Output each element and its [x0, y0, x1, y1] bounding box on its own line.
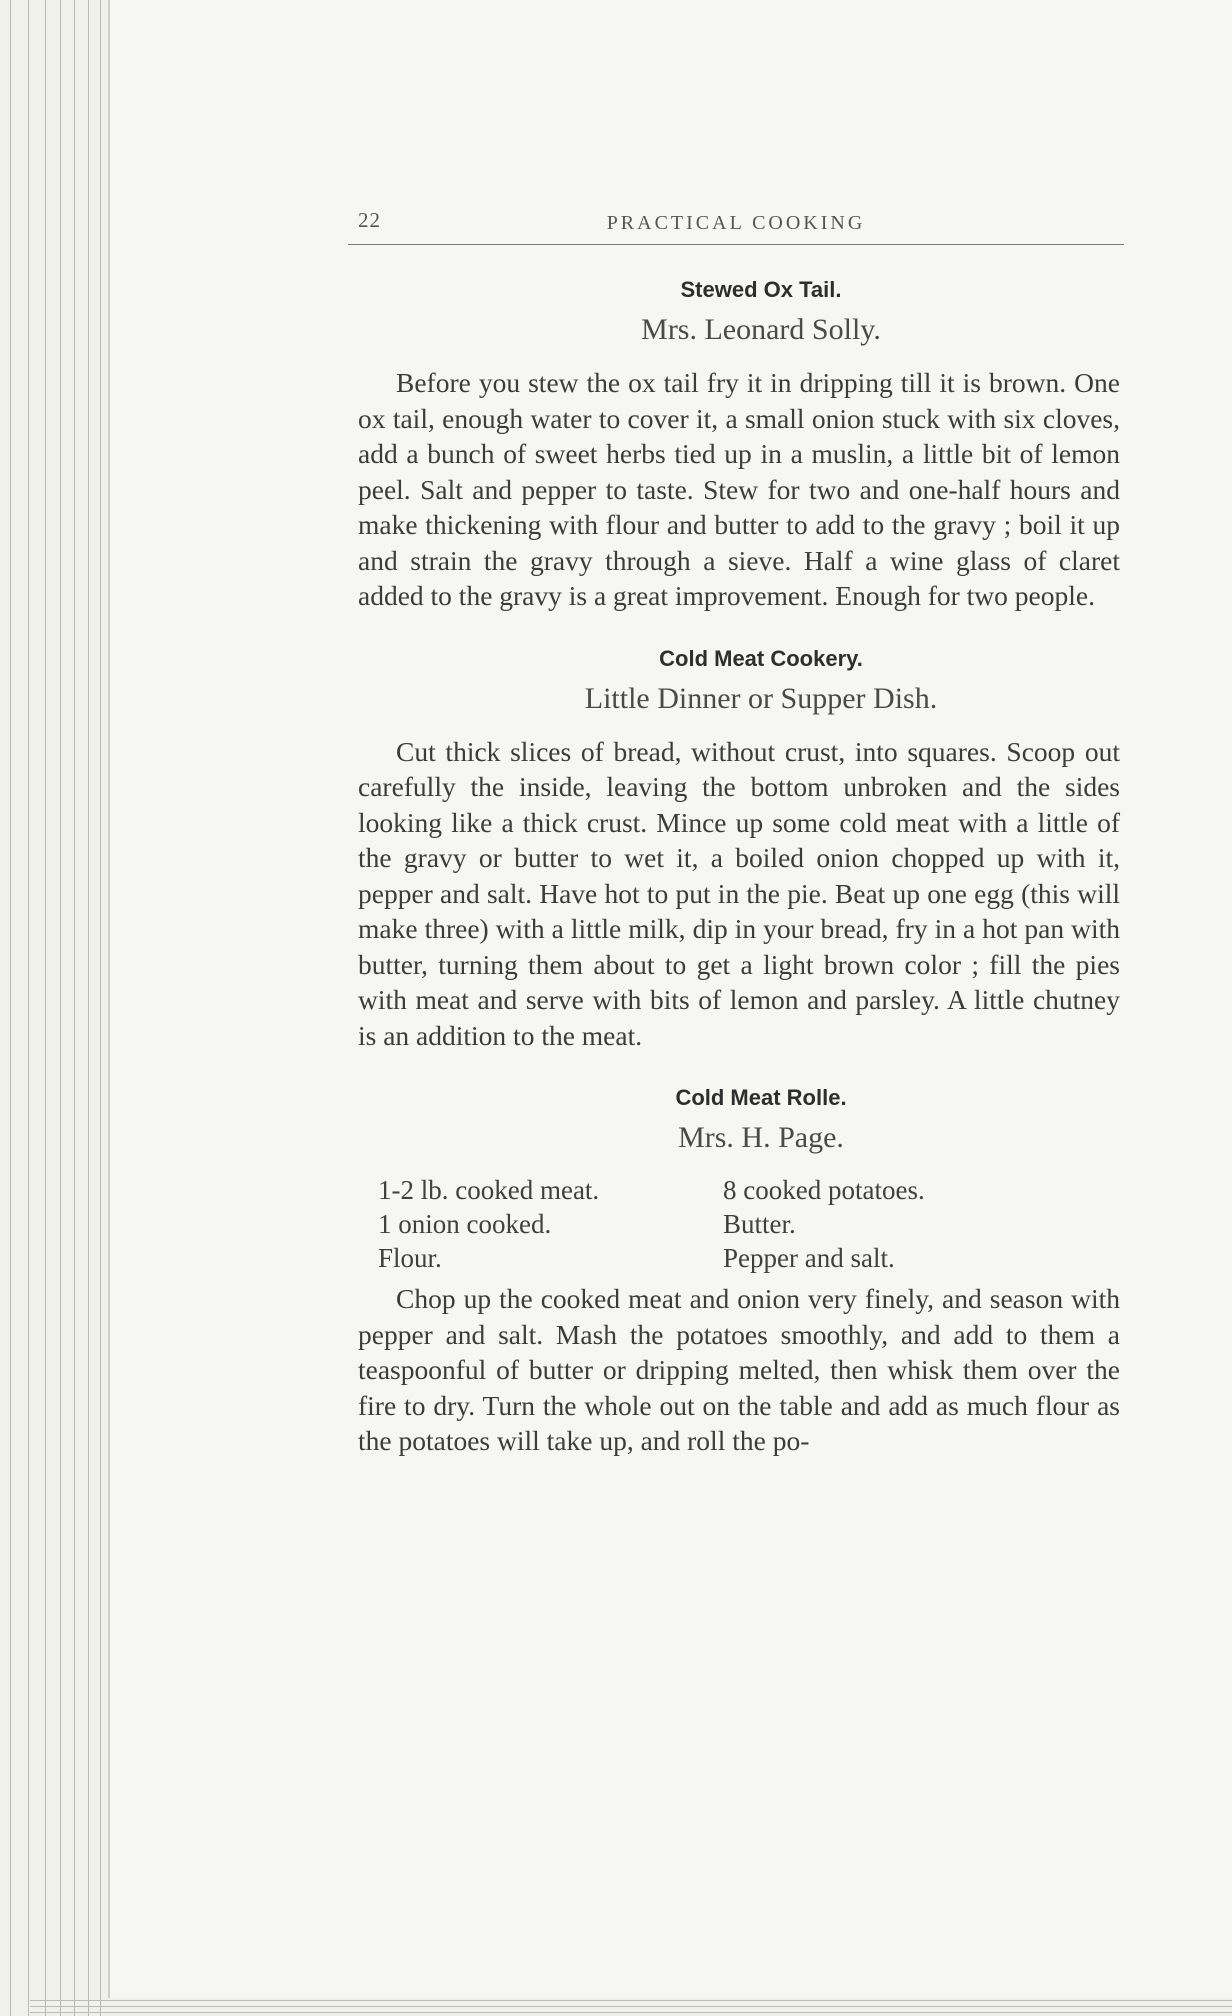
- recipe-attribution: Mrs. H. Page.: [678, 1121, 844, 1154]
- recipe-stewed-ox-tail: [348, 277, 1124, 614]
- page-content: [348, 202, 1124, 1459]
- recipe-heading: Stewed Ox Tail.: [680, 277, 842, 302]
- ingredient-list: [348, 1173, 1124, 1275]
- ingredient: 8 cooked potatoes.: [723, 1175, 925, 1205]
- recipe-paragraph: Cut thick slices of bread, without crust, into squares. Scoop out carefully the inside, leaving the bottom unbroken and the sides looking like a thick crust. Mince up some cold meat with a little of the gravy or butter to wet it, a boiled onion chopped up with it, pepper and salt. Have hot to put in the pie. Beat up one egg (this will make three) with a little milk, dip in your bread, fry in a hot pan with butter, turning them about to get a light brown color ; fill the pies with meat and serve with bits of lemon and parsley. A little chutney is an addition to the meat.: [358, 735, 1120, 1051]
- ingredient: 1 onion cooked.: [378, 1209, 552, 1239]
- ingredient: Butter.: [723, 1209, 796, 1239]
- page-number: 22: [358, 208, 381, 232]
- recipe-paragraph: Before you stew the ox tail fry it in dripping till it is brown. One ox tail, enough water to cover it, a small onion stuck with six cloves, add a bunch of sweet herbs tied up in a muslin, a little bit of lemon peel. Salt and pepper to taste. Stew for two and one-half hours and make thickening with flour and butter to add to the gravy ; boil it up and strain the gravy through a sieve. Half a wine glass of claret added to the gravy is a great improvement. Enough for two people.: [358, 367, 1120, 611]
- recipe-subtitle: Little Dinner or Supper Dish.: [584, 681, 938, 715]
- recipe-heading: Cold Meat Rolle.: [675, 1085, 847, 1110]
- recipe-cold-meat-rolle: [348, 1085, 1124, 1459]
- recipe-heading: Cold Meat Cookery.: [659, 645, 863, 671]
- running-title: PRACTICAL COOKING: [606, 212, 866, 234]
- recipe-paragraph: Chop up the cooked meat and onion very finely, and season with pepper and salt. Mash the potatoes smoothly, and add to them a teaspoonful of butter or dripping melted, then whisk them over the fire to dry. Turn the whole out on the table and add as much flour as the potatoes will take up, and roll the po-: [358, 1283, 1120, 1456]
- page-edges-bottom: [30, 1996, 1232, 2016]
- recipe-attribution: Mrs. Leonard Solly.: [641, 313, 881, 346]
- ingredient: Flour.: [378, 1243, 442, 1273]
- ingredient: 1-2 lb. cooked meat.: [378, 1175, 600, 1205]
- recipe-cold-meat-cookery: [348, 646, 1124, 1054]
- ingredient: Pepper and salt.: [723, 1243, 895, 1273]
- running-head: [348, 202, 1124, 245]
